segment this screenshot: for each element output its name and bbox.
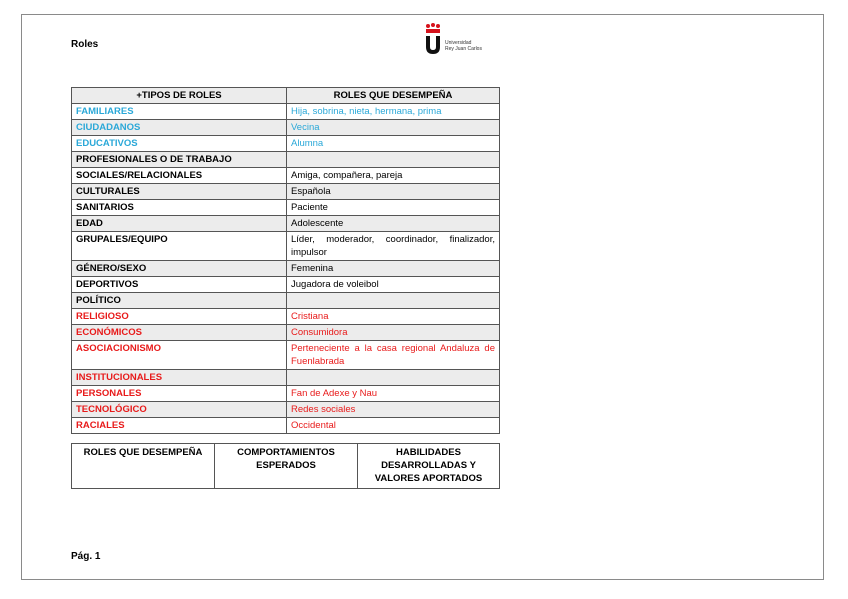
- roles-behaviours-header-row: [72, 444, 500, 489]
- role-value: Consumidora: [287, 325, 500, 341]
- header-roles-que-desempena-2: ROLES QUE DESEMPEÑA: [72, 444, 215, 489]
- table-row: [72, 370, 500, 386]
- header-habilidades-desarrolladas: HABILIDADES DESARROLLADAS Y VALORES APORTADOS: [358, 444, 500, 489]
- university-name: [445, 40, 482, 52]
- table-row: [72, 232, 500, 261]
- role-value: Amiga, compañera, pareja: [287, 168, 500, 184]
- crown-icon: [424, 23, 442, 35]
- role-value: Alumna: [287, 136, 500, 152]
- role-category: EDUCATIVOS: [72, 136, 287, 152]
- roles-table: [71, 87, 500, 434]
- role-category: GRUPALES/EQUIPO: [72, 232, 287, 261]
- table-row: [72, 200, 500, 216]
- role-value: Paciente: [287, 200, 500, 216]
- role-value: Líder, moderador, coordinador, finalizador, impulsor: [287, 232, 500, 261]
- role-category: INSTITUCIONALES: [72, 370, 287, 386]
- table-row: [72, 104, 500, 120]
- role-category: DEPORTIVOS: [72, 277, 287, 293]
- table-row: [72, 386, 500, 402]
- header-roles-que-desempena: ROLES QUE DESEMPEÑA: [287, 88, 500, 104]
- role-category: ECONÓMICOS: [72, 325, 287, 341]
- role-value: Hija, sobrina, nieta, hermana, prima: [287, 104, 500, 120]
- role-value: Redes sociales: [287, 402, 500, 418]
- role-category: RACIALES: [72, 418, 287, 434]
- document-page: [21, 14, 824, 580]
- logo-text-line2: Rey Juan Carlos: [445, 46, 482, 52]
- role-value: Occidental: [287, 418, 500, 434]
- role-value: Española: [287, 184, 500, 200]
- role-category: EDAD: [72, 216, 287, 232]
- table-row: [72, 418, 500, 434]
- role-value: Cristiana: [287, 309, 500, 325]
- role-category: SOCIALES/RELACIONALES: [72, 168, 287, 184]
- table-row: [72, 309, 500, 325]
- role-category: RELIGIOSO: [72, 309, 287, 325]
- table-row: [72, 216, 500, 232]
- roles-table-body: [72, 104, 500, 434]
- table-row: [72, 120, 500, 136]
- table-row: [72, 184, 500, 200]
- role-category: PROFESIONALES O DE TRABAJO: [72, 152, 287, 168]
- header-comportamientos-esperados: COMPORTAMIENTOS ESPERADOS: [215, 444, 358, 489]
- table-row: [72, 277, 500, 293]
- role-value: [287, 293, 500, 309]
- u-letter-icon: [425, 36, 441, 54]
- table-row: [72, 261, 500, 277]
- role-category: POLÍTICO: [72, 293, 287, 309]
- table-row: [72, 168, 500, 184]
- document-title: Roles: [71, 39, 99, 50]
- role-value: [287, 152, 500, 168]
- table-row: [72, 152, 500, 168]
- role-value: Perteneciente a la casa regional Andaluza de Fuenlabrada: [287, 341, 500, 370]
- role-category: SANITARIOS: [72, 200, 287, 216]
- header-tipos-de-roles: +TIPOS DE ROLES: [72, 88, 287, 104]
- table-row: [72, 293, 500, 309]
- role-category: TECNOLÓGICO: [72, 402, 287, 418]
- table-row: [72, 341, 500, 370]
- role-value: Adolescente: [287, 216, 500, 232]
- role-value: Femenina: [287, 261, 500, 277]
- roles-table-header-row: [72, 88, 500, 104]
- roles-behaviours-table: [71, 443, 500, 489]
- role-category: GÉNERO/SEXO: [72, 261, 287, 277]
- page-number: Pág. 1: [71, 551, 101, 562]
- logo-text-line1: Universidad: [445, 40, 472, 46]
- university-logo: [423, 23, 513, 63]
- table-row: [72, 136, 500, 152]
- role-category: FAMILIARES: [72, 104, 287, 120]
- table-row: [72, 402, 500, 418]
- role-value: [287, 370, 500, 386]
- role-value: Vecina: [287, 120, 500, 136]
- role-value: Jugadora de voleibol: [287, 277, 500, 293]
- role-category: PERSONALES: [72, 386, 287, 402]
- table-row: [72, 325, 500, 341]
- role-category: CULTURALES: [72, 184, 287, 200]
- role-category: CIUDADANOS: [72, 120, 287, 136]
- role-category: ASOCIACIONISMO: [72, 341, 287, 370]
- role-value: Fan de Adexe y Nau: [287, 386, 500, 402]
